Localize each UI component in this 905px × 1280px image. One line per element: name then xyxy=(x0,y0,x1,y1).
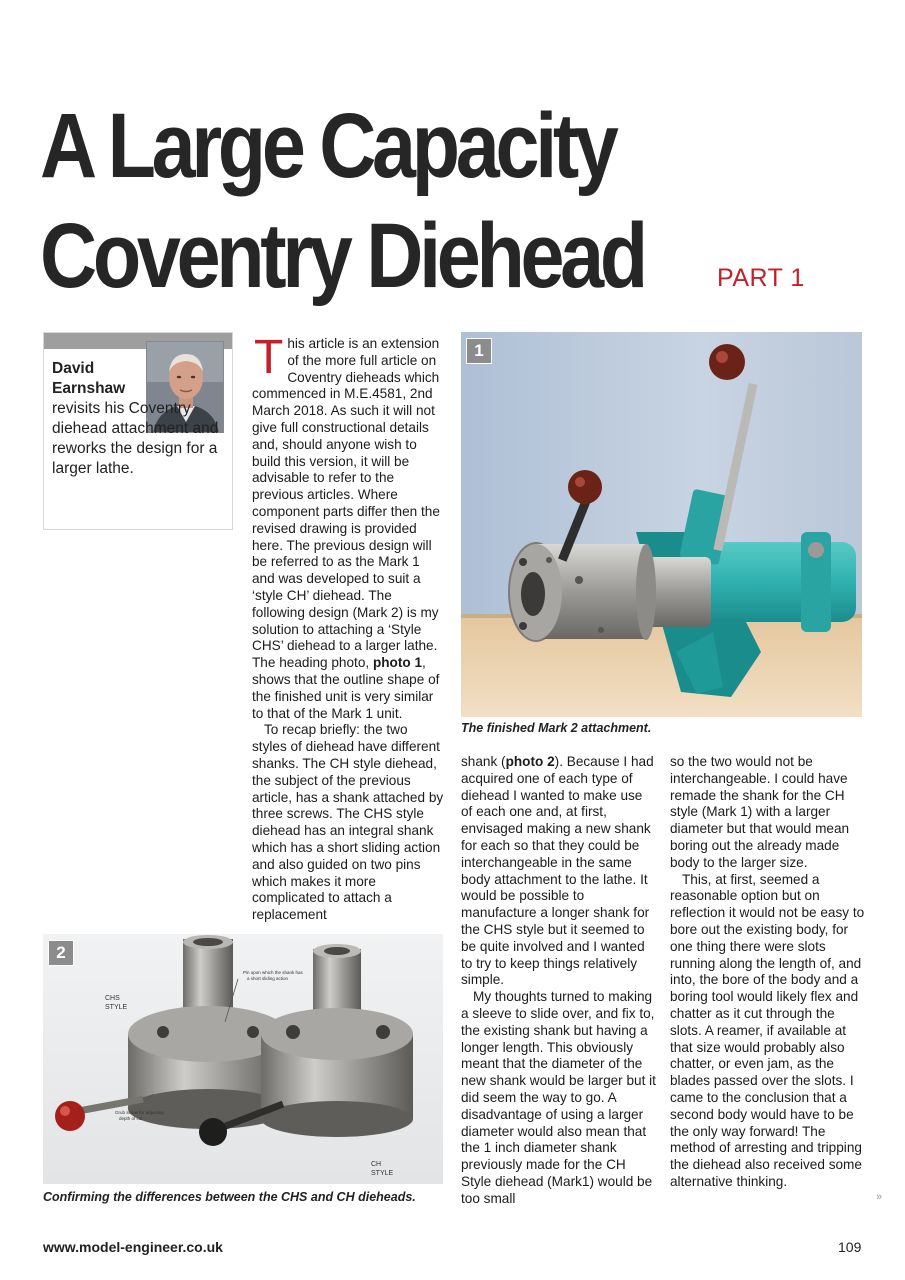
article-paragraph: so the two would not be interchangeable. I could have remade the shank for the CH style (Mark 1) with a larger diameter but that would mean boring out the already made body to the larger size. xyxy=(670,754,850,870)
paragraph-text: ). Because I had acquired one of each type of diehead I wanted to make use of each one and, at first, envisaged making a new shank for each so that they could be interchangeable in the same body attachment to the lathe. It would be possible to manufacture a longer shank for the CHS style but it seemed to be quite involved and I wanted to try to keep things relatively simple. xyxy=(461,754,654,988)
label-chs-style: CHS xyxy=(105,995,120,1002)
paragraph-text: his article is an extension of the more full article on Coventry dieheads which commenced in M.E.4581, 2nd March 2018. As such it will not give full constructional details and, should anyone wish to build this version, it will be advisable to refer to the previous articles. Where component parts differ then the revised drawing is provided here. The previous design will be referred to as the Mark 1 and was developed to suit a ‘style CH’ diehead. The following design (Mark 2) is my solution to attaching a ‘Style CHS’ diehead to a larger lathe. The heading photo, xyxy=(252,336,440,671)
note-grub-screw-2: depth of cut xyxy=(119,1116,143,1121)
label-ch-style: CH xyxy=(371,1161,382,1168)
photo-reference: photo 2 xyxy=(505,754,555,769)
paragraph-text: , shows that the outline shape of the finished unit is very similar to that of the Mark 1 unit. xyxy=(252,655,440,721)
author-blurb xyxy=(52,359,228,479)
paragraph-text: shank ( xyxy=(461,754,506,769)
article-paragraph: This, at first, seemed a reasonable option but on reflection it would not be easy to bore out the existing body, for one thing there were slots running along the length of, and into, the bore of the body and a boring tool would likely flex and chatter as it cut through the slots. A reamer, if available at that size would probably also chatter, or even jam, as the blades passed over the slots. I came to the conclusion that a second body would have to be the only way forward! The method of arresting and tripping the diehead also received some alternative thinking. xyxy=(670,871,865,1189)
photo-reference: photo 1 xyxy=(372,655,423,671)
author-name-line-1: David xyxy=(52,360,95,377)
article-paragraph: To recap briefly: the two styles of diehead have different shanks. The CH style diehead, the subject of the previous article, has a shank attached by three screws. The CHS style diehead has an integral shank which has a short sliding action and also guided on two pins which makes it more complicated to attach a replacement xyxy=(252,722,444,923)
drop-cap: T xyxy=(254,331,284,384)
photo-2-diehead-comparison xyxy=(43,934,443,1184)
photo-number-badge: 2 xyxy=(48,940,74,966)
note-pin-2: a short sliding action xyxy=(247,976,289,981)
label-ch-style-2: STYLE xyxy=(371,1170,394,1177)
photo-2-caption: Confirming the differences between the CHS and CH dieheads. xyxy=(43,1190,416,1204)
part-label: PART 1 xyxy=(717,264,805,292)
article-column-1 xyxy=(252,331,446,924)
article-paragraph xyxy=(461,754,657,989)
note-pin: Pin upon which the shank has xyxy=(243,970,303,975)
author-box xyxy=(43,332,233,530)
photo-1-mark2-attachment xyxy=(461,332,862,717)
photo-1-caption: The finished Mark 2 attachment. xyxy=(461,721,652,735)
page-number: 109 xyxy=(838,1239,862,1255)
article-column-2 xyxy=(461,754,657,1208)
author-name-line-2: Earnshaw xyxy=(52,380,126,397)
headline-line-1: A Large Capacity xyxy=(40,95,615,197)
author-description: revisits his Coventry diehead attachment and reworks the design for a larger lathe. xyxy=(52,400,219,477)
continue-arrow: » xyxy=(876,1191,883,1203)
article-paragraph xyxy=(252,331,446,722)
footer-website: www.model-engineer.co.uk xyxy=(43,1239,223,1255)
headline-line-2: Coventry Diehead xyxy=(40,205,644,307)
article-column-3 xyxy=(670,754,866,1191)
photo-number-badge: 1 xyxy=(466,338,492,364)
note-grub-screw: Grub screw for adjusting xyxy=(115,1110,164,1115)
article-paragraph: My thoughts turned to making a sleeve to slide over, and fix to, the existing shank but having a longer length. This obviously meant that the diameter of the new shank would be larger but it did seem the way to go. A disadvantage of using a larger diameter would also mean that the 1 inch diameter shank previously made for the CH Style diehead (Mark1) would be too small xyxy=(461,989,656,1206)
label-chs-style-2: STYLE xyxy=(105,1004,128,1011)
